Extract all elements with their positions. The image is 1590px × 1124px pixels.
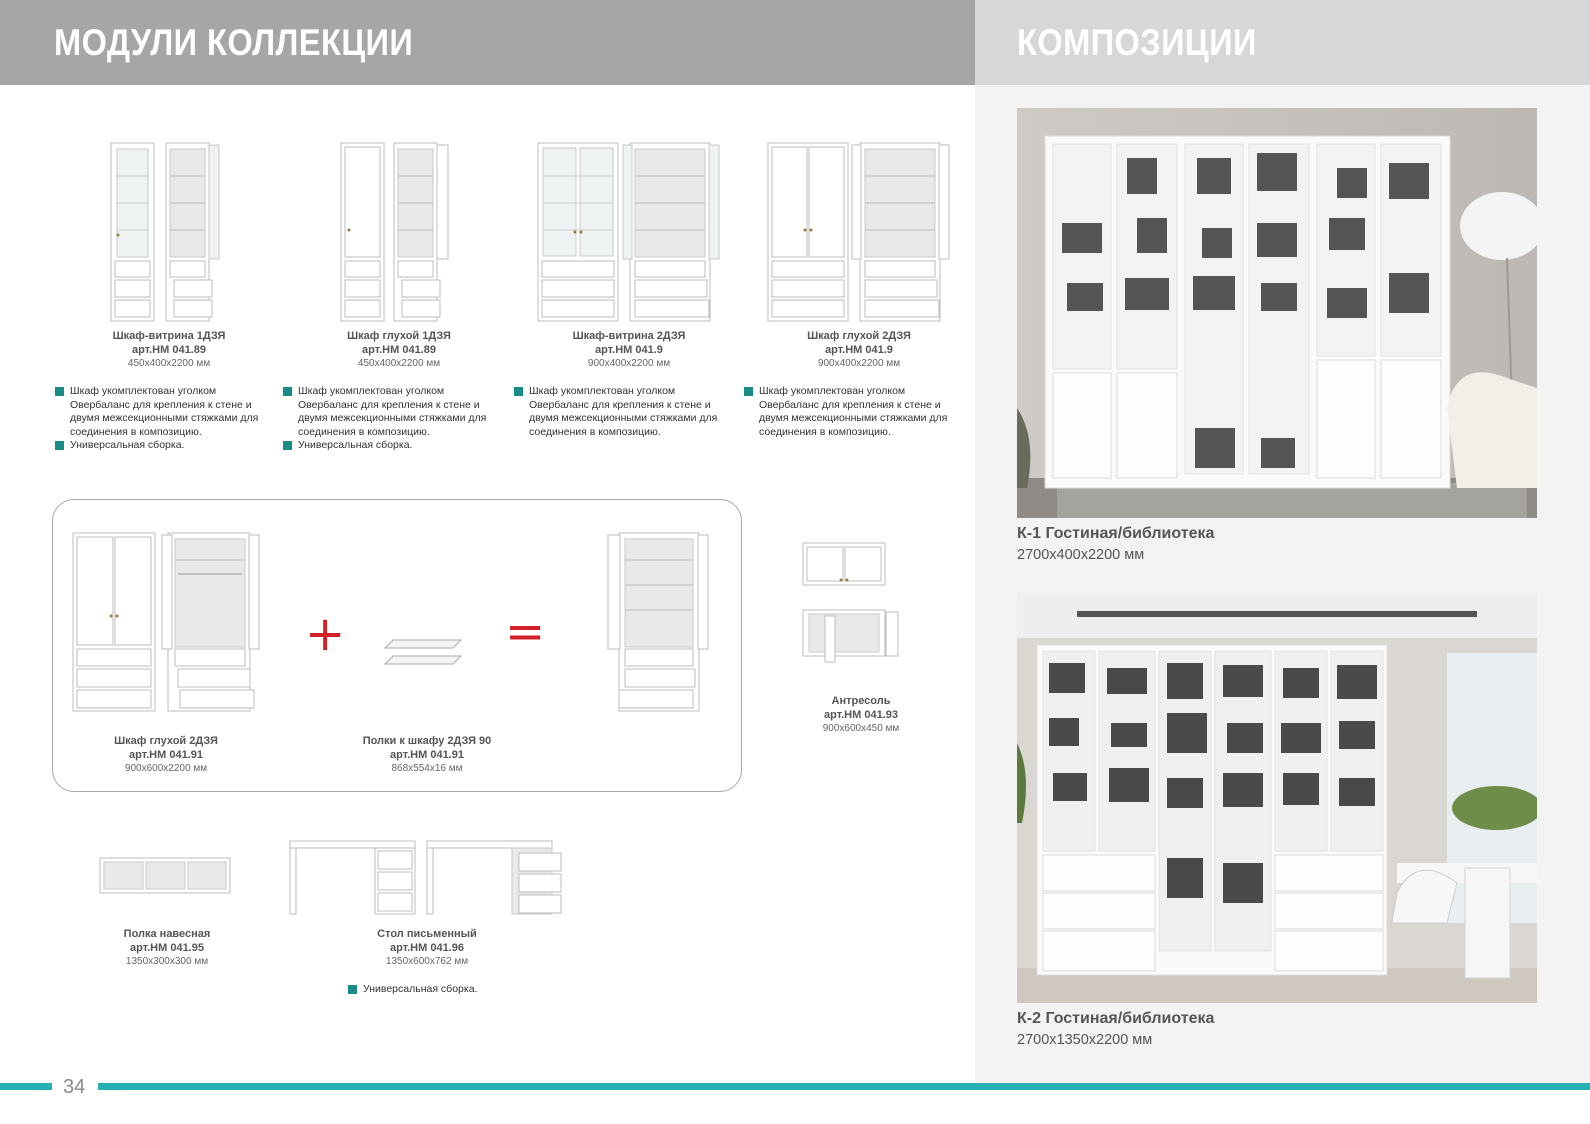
- module-name: Шкаф глухой 2ДЗЯ: [114, 735, 218, 747]
- module-image-vitrina-1d: [108, 140, 228, 325]
- module-name: Шкаф-витрина 2ДЗЯ: [572, 330, 686, 342]
- caption-gluhoi-2d: [778, 329, 940, 371]
- module-image-gluhoi-2d: [765, 140, 955, 325]
- module-article: арт.НМ 041.95: [130, 942, 204, 954]
- wardrobe-image: [70, 530, 270, 715]
- composition-photo-k2: [1017, 593, 1537, 1003]
- module-name: Полка навесная: [123, 928, 211, 940]
- composition-title-k1: К-1 Гостиная/библиотека: [1017, 525, 1215, 542]
- caption-hanging-shelf: [86, 927, 248, 969]
- module-article: арт.НМ 041.9: [825, 344, 893, 356]
- caption-antresol: [780, 694, 942, 736]
- composition-dims-k2: 2700х1350х2200 мм: [1017, 1032, 1153, 1048]
- modules-title: МОДУЛИ КОЛЛЕКЦИИ: [54, 22, 414, 63]
- caption-shelves: [346, 734, 508, 776]
- header-right-bar: [975, 0, 1590, 85]
- composition-photo-k1: [1017, 108, 1537, 518]
- composition-dims-k1: 2700х400х2200 мм: [1017, 547, 1145, 563]
- module-dims: 900х400х2200 мм: [587, 358, 671, 369]
- module-name: Шкаф глухой 1ДЗЯ: [347, 330, 451, 342]
- wardrobe-result-image: [605, 530, 715, 715]
- module-article: арт.НМ 041.93: [824, 709, 898, 721]
- module-name: Полки к шкафу 2ДЗЯ 90: [362, 735, 492, 747]
- module-image-vitrina-2d: [535, 140, 725, 325]
- footer-line-left: [0, 1083, 52, 1090]
- header-left-bar: [0, 0, 975, 85]
- module-dims: 868х554х16 мм: [391, 763, 463, 774]
- module-dims: 1350х600х762 мм: [385, 956, 469, 967]
- module-dims: 1350х300х300 мм: [125, 956, 209, 967]
- module-article: арт.НМ 041.91: [390, 749, 464, 761]
- module-dims: 450х400х2200 мм: [357, 358, 441, 369]
- bullets-desk: [348, 983, 548, 997]
- composition-title-k2: К-2 Гостиная/библиотека: [1017, 1010, 1215, 1027]
- compositions-title: КОМПОЗИЦИИ: [1017, 22, 1257, 63]
- equals-sign: =: [505, 604, 546, 660]
- module-dims: 900х400х2200 мм: [817, 358, 901, 369]
- bullet-item: Универсальная сборка.: [348, 983, 548, 997]
- module-image-gluhoi-1d: [338, 140, 458, 325]
- caption-vitrina-2d: [548, 329, 710, 371]
- bullets-gluhoi-1d: [283, 385, 493, 453]
- module-name: Шкаф-витрина 1ДЗЯ: [112, 330, 226, 342]
- shelves-image: [383, 636, 468, 672]
- module-name: Шкаф глухой 2ДЗЯ: [807, 330, 911, 342]
- module-name: Антресоль: [831, 695, 891, 707]
- bullet-item: Шкаф укомплектован уголком Овербаланс для крепления к стене и двумя межсекционными стяжками для соединения в композицию.: [514, 385, 724, 439]
- module-dims: 900х600х2200 мм: [124, 763, 208, 774]
- plus-sign: +: [305, 606, 346, 662]
- caption-gluhoi-1d: [318, 329, 480, 371]
- module-article: арт.НМ 041.9: [595, 344, 663, 356]
- module-dims: 450х400х2200 мм: [127, 358, 211, 369]
- desk-image: [287, 838, 577, 918]
- bullets-vitrina-2d: [514, 385, 724, 439]
- bullet-item: Универсальная сборка.: [283, 439, 493, 453]
- caption-wardrobe: [85, 734, 247, 776]
- caption-vitrina-1d: [88, 329, 250, 371]
- bullets-vitrina-1d: [55, 385, 265, 453]
- bullet-item: Шкаф укомплектован уголком Овербаланс для крепления к стене и двумя межсекционными стяжками для соединения в композицию.: [283, 385, 493, 439]
- bullet-item: Универсальная сборка.: [55, 439, 265, 453]
- module-dims: 900х600х450 мм: [822, 723, 900, 734]
- module-name: Стол письменный: [377, 928, 477, 940]
- hanging-shelf-image: [97, 855, 237, 897]
- caption-desk: [346, 927, 508, 969]
- bullets-gluhoi-2d: [744, 385, 954, 439]
- bullet-item: Шкаф укомплектован уголком Овербаланс для крепления к стене и двумя межсекционными стяжками для соединения в композицию.: [55, 385, 265, 439]
- module-article: арт.НМ 041.91: [129, 749, 203, 761]
- footer-line-right: [98, 1083, 1590, 1090]
- module-article: арт.НМ 041.89: [132, 344, 206, 356]
- antresol-image: [800, 540, 920, 665]
- module-article: арт.НМ 041.89: [362, 344, 436, 356]
- page-number: 34: [63, 1076, 86, 1098]
- module-article: арт.НМ 041.96: [390, 942, 464, 954]
- bullet-item: Шкаф укомплектован уголком Овербаланс для крепления к стене и двумя межсекционными стяжками для соединения в композицию.: [744, 385, 954, 439]
